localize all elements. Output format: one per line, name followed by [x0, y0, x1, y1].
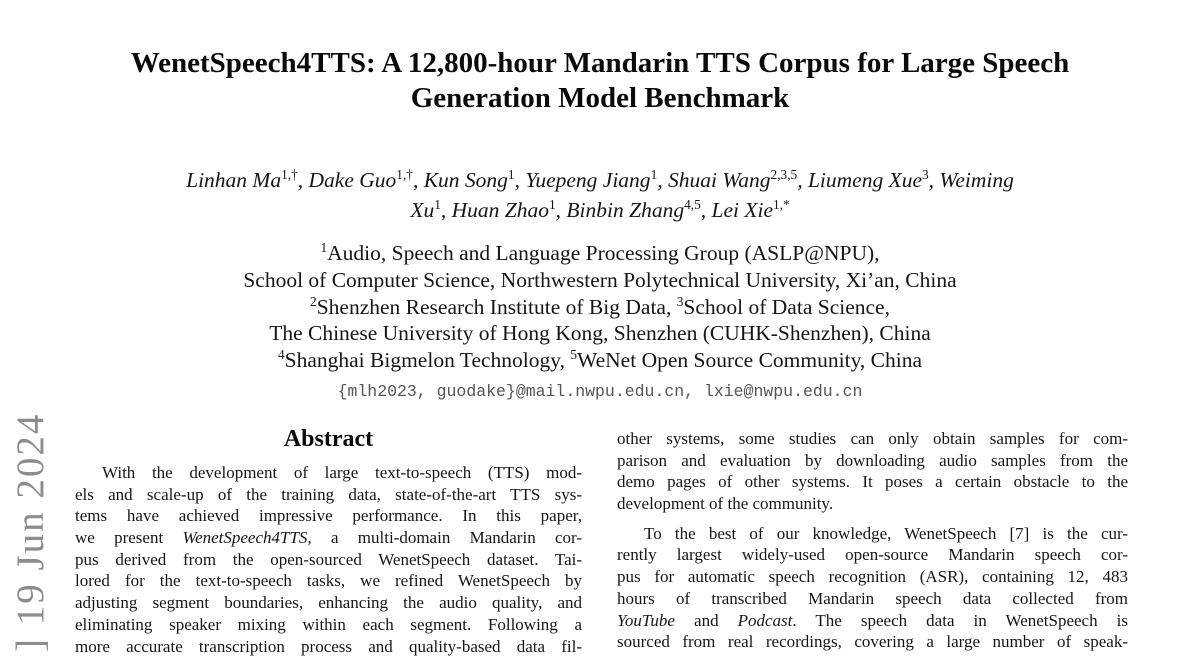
text-line: tems have achieved impressive performance. In this paper,	[75, 505, 582, 527]
text-line: pus for automatic speech recognition (ASR), containing 12, 483	[617, 566, 1128, 588]
paper-title-line1: WenetSpeech4TTS: A 12,800-hour Mandarin TTS Corpus for Large Speech	[0, 46, 1200, 81]
abstract-paragraph	[75, 462, 582, 657]
affiliations	[0, 240, 1200, 374]
author-line2: Xu$^1$, Huan Zhao$^1$, Binbin Zhang$^{4,5}$, Lei Xie$^{1,*}$	[0, 196, 1200, 226]
text-line: we present WenetSpeech4TTS, a multi-domain Mandarin cor-	[75, 527, 582, 549]
author-list	[0, 166, 1200, 225]
text-line: els and scale-up of the training data, state-of-the-art TTS sys-	[75, 484, 582, 506]
right-column-paragraph-1	[617, 428, 1128, 515]
text-line: To the best of our knowledge, WenetSpeech [7] is the cur-	[617, 523, 1128, 545]
text-line: sourced from real recordings, covering a large number of speak-	[617, 631, 1128, 653]
text-line: more accurate transcription process and quality-based data fil-	[75, 636, 582, 657]
right-column-paragraph-2	[617, 523, 1128, 653]
right-column	[617, 428, 1128, 653]
text-line: School of Computer Science, Northwestern Polytechnical University, Xi’an, China	[0, 267, 1200, 294]
text-line: $^4$Shanghai Bigmelon Technology, $^5$WeNet Open Source Community, China	[0, 347, 1200, 374]
text-line: YouTube and Podcast. The speech data in WenetSpeech is	[617, 610, 1128, 632]
text-line: adjusting segment boundaries, enhancing the audio quality, and	[75, 592, 582, 614]
text-line: development of the community.	[617, 493, 1128, 515]
paper-title	[0, 46, 1200, 116]
text-line: parison and evaluation by downloading audio samples from the	[617, 450, 1128, 472]
text-line: pus derived from the open-sourced WenetSpeech dataset. Tai-	[75, 549, 582, 571]
text-line: hours of transcribed Mandarin speech data collected from	[617, 588, 1128, 610]
text-line: With the development of large text-to-speech (TTS) mod-	[75, 462, 582, 484]
author-line1: Linhan $Ma^{1,\dagger}$, Dake Guo$^{1,\dagger}$, Kun Song$^1$, Yuepeng Jiang$^1$, Shuai Wang$^{2,3,5}$, Liumeng Xue$^3$, Weiming	[0, 166, 1200, 196]
text-line: rently largest widely-used open-source Mandarin speech cor-	[617, 544, 1128, 566]
paper-title-line2: Generation Model Benchmark	[0, 81, 1200, 116]
text-line: eliminating speaker mixing within each segment. Following a	[75, 614, 582, 636]
text-line: lored for the text-to-speech tasks, we refined WenetSpeech by	[75, 570, 582, 592]
text-line: $^2$Shenzhen Research Institute of Big Data, $^3$School of Data Science,	[0, 294, 1200, 321]
abstract-heading: Abstract	[75, 424, 582, 454]
author-emails: {mlh2023, guodake}@mail.nwpu.edu.cn, lxie@nwpu.edu.cn	[0, 382, 1200, 401]
text-line: $^1$Audio, Speech and Language Processing Group (ASLP@NPU),	[0, 240, 1200, 267]
text-line: other systems, some studies can only obtain samples for com-	[617, 428, 1128, 450]
left-column	[75, 424, 582, 657]
text-line: The Chinese University of Hong Kong, Shenzhen (CUHK-Shenzhen), China	[0, 320, 1200, 347]
arxiv-watermark: ] 19 Jun 2024	[8, 413, 53, 652]
text-line: demo pages of other systems. It poses a certain obstacle to the	[617, 471, 1128, 493]
